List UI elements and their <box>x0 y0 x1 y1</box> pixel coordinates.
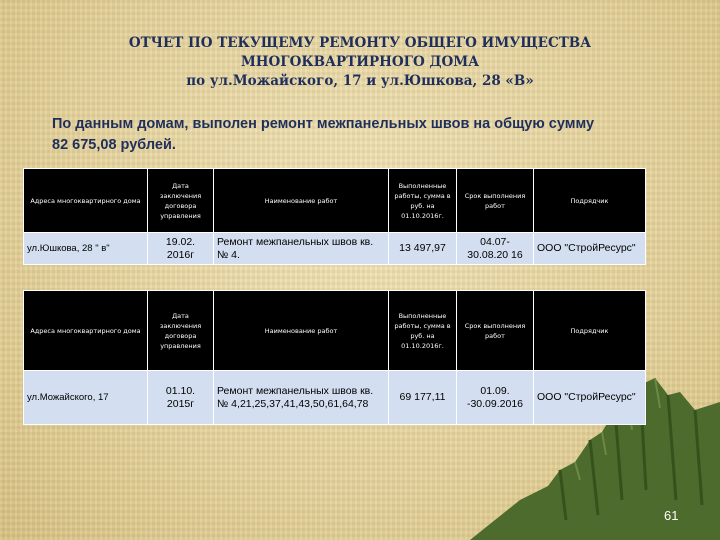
header-term: Срок выполнения работ <box>457 169 534 233</box>
header-contractor: Подрядчик <box>534 169 646 233</box>
repair-table-yushkova <box>23 168 646 265</box>
header-amount: Выполненные работы, сумма в руб. на 01.10.2016г. <box>389 291 457 371</box>
cell-term: 04.07-30.08.20 16 <box>457 233 534 265</box>
header-address: Адреса многоквартирного дома <box>24 169 148 233</box>
cell-amount: 13 497,97 <box>389 233 457 265</box>
page-number: 61 <box>664 508 679 523</box>
header-contract-date: Дата заключения договора управления <box>148 291 214 371</box>
header-contractor: Подрядчик <box>534 291 646 371</box>
cell-address: ул.Юшкова, 28 " в" <box>24 233 148 265</box>
title-line-2: МНОГОКВАРТИРНОГО ДОМА <box>240 54 480 70</box>
report-title <box>0 34 720 91</box>
title-line-1: ОТЧЕТ ПО ТЕКУЩЕМУ РЕМОНТУ ОБЩЕГО ИМУЩЕСТВА <box>128 35 592 51</box>
cell-address: ул.Можайского, 17 <box>24 371 148 425</box>
repair-table-mozhaiskogo <box>23 290 646 425</box>
cell-work-name: Ремонт межпанельных швов кв. № 4. <box>214 233 389 265</box>
table-header-row <box>24 291 646 371</box>
cell-work-name: Ремонт межпанельных швов кв. № 4,21,25,37,41,43,50,61,64,78 <box>214 371 389 425</box>
table-row <box>24 371 646 425</box>
cell-term: 01.09. -30.09.2016 <box>457 371 534 425</box>
table-header-row <box>24 169 646 233</box>
cell-contract-date: 01.10. 2015г <box>148 371 214 425</box>
summary-line-1: По данным домам, выполен ремонт межпанельных швов на общую сумму <box>52 116 595 132</box>
cell-contractor: ООО "СтройРесурс" <box>534 233 646 265</box>
header-work-name: Наименование работ <box>214 291 389 371</box>
header-contract-date: Дата заключения договора управления <box>148 169 214 233</box>
summary-text <box>52 114 652 156</box>
header-term: Срок выполнения работ <box>457 291 534 371</box>
cell-contract-date: 19.02. 2016г <box>148 233 214 265</box>
summary-line-2: 82 675,08 рублей. <box>52 137 176 153</box>
table-row <box>24 233 646 265</box>
cell-amount: 69 177,11 <box>389 371 457 425</box>
title-line-3: по ул.Можайского, 17 и ул.Юшкова, 28 «В» <box>186 73 534 89</box>
header-work-name: Наименование работ <box>214 169 389 233</box>
header-amount: Выполненные работы, сумма в руб. на 01.10.2016г. <box>389 169 457 233</box>
cell-contractor: ООО "СтройРесурс" <box>534 371 646 425</box>
header-address: Адреса многоквартирного дома <box>24 291 148 371</box>
